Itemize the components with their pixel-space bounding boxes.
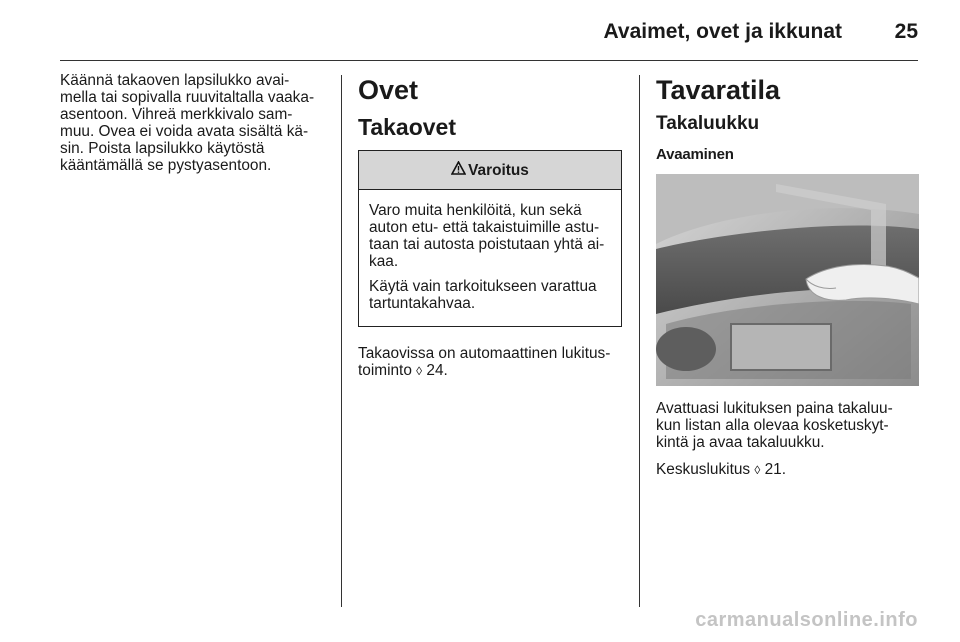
left-column [60,72,332,184]
text-line: kintä ja avaa takaluukku. [656,434,825,451]
warning-paragraph-1 [369,202,611,270]
page-reference-link[interactable]: 24. [426,362,448,379]
text-line: Keskuslukitus [656,461,755,478]
text-line: Takaovissa on automaattinen lukitus- [358,345,611,362]
text-line: Käytä vain tarkoitukseen varattua [369,278,597,295]
text-line: Varo muita henkilöitä, kun sekä [369,202,582,219]
text-line: muu. Ovea ei voida avata sisältä kä- [60,123,309,140]
text-line: kaa. [369,253,399,270]
text-line: Käännä takaoven lapsilukko avai- [60,72,290,89]
watermark: carmanualsonline.info [695,609,918,631]
middle-column [358,74,628,390]
warning-header [359,151,621,190]
subsection-heading-takaluukku: Takaluukku [656,113,760,134]
warning-paragraph-2 [369,278,611,312]
auto-lock-paragraph [358,345,628,380]
right-column [656,74,921,489]
tailgate-opening-hand-image [656,174,919,386]
warning-triangle-icon [451,161,466,179]
text-line: sin. Poista lapsilukko käytöstä [60,140,265,157]
text-line: taan tai autosta poistutaan yhtä ai- [369,236,605,253]
page-reference-icon: ◊ [754,463,761,477]
text-line: tartuntakahvaa. [369,295,476,312]
central-locking-reference [656,461,921,479]
text-line: mella tai sopivalla ruuvitaltalla vaaka- [60,89,315,106]
page-reference-link[interactable]: 21. [764,461,786,478]
warning-title: Varoitus [468,161,529,179]
text-line: auton etu- että takaistuimille astu- [369,219,600,236]
page-number: 25 [894,20,918,43]
child-lock-paragraph [60,72,332,174]
text-line: kääntämällä se pystyasentoon. [60,157,272,174]
tailgate-open-paragraph [656,400,921,451]
column-divider-left [341,75,342,607]
page-header-title: Avaimet, ovet ja ikkunat [603,20,842,43]
subsubheading-avaaminen: Avaaminen [656,146,734,163]
section-heading-tavaratila: Tavaratila [656,75,781,105]
header-rule [60,60,918,61]
text-line: kun listan alla olevaa kosketuskyt- [656,417,889,434]
text-line: Avattuasi lukituksen paina takaluu- [656,400,893,417]
section-heading-ovet: Ovet [358,75,419,105]
text-line: toiminto [358,362,417,379]
warning-body [359,190,621,326]
column-divider-right [639,75,640,607]
text-line: asentoon. Vihreä merkkivalo sam- [60,106,293,123]
warning-box [358,150,622,327]
page-reference-icon: ◊ [416,364,423,378]
subsection-heading-takaovet: Takaovet [358,114,457,140]
